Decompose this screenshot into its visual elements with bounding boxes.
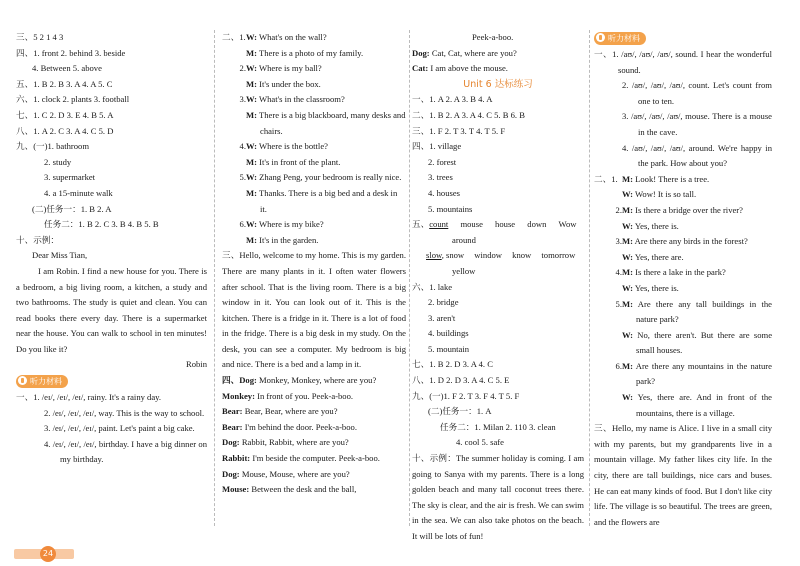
- dialog-line: 3.M: Are there any birds in the forest?: [615, 236, 748, 247]
- dialog-line: 6.M: Are there any mountains in the nature park?: [615, 360, 772, 387]
- dialog-line: Monkey: In front of you. Peek-a-boo.: [222, 390, 354, 401]
- dialog-line: Dog: Rabbit, Rabbit, where are you?: [222, 437, 349, 448]
- dialog-line: M: There is a photo of my family.: [246, 47, 364, 58]
- dialog-line: W: Wow! It is so tall.: [622, 189, 697, 200]
- dialog-line: 4.W: Where is the bottle?: [239, 141, 328, 152]
- word-sort-row: yellow: [452, 265, 476, 276]
- answer-line: 九、(一)1. F 2. T 3. F 4. T 5. F: [412, 390, 520, 401]
- answer-line: 2. study: [44, 156, 72, 167]
- letter-greeting: Dear Miss Tian,: [32, 250, 88, 261]
- dialog-line: 二、1.W: What's on the wall?: [222, 32, 327, 42]
- listening-passage: 三、Hello, welcome to my home. This is my garden. There are many plants in it. I often water flowers after school. That is the living room. There is a big window in it. You can look out of it. This is the kitchen. There is a fridge in it. There is a lot of food in the fridge. There is a big desk in my study. On the desk, you can see a computer. My bedroom is big and nice. There is a bed and a lamp in it.: [222, 250, 406, 370]
- dialog-line: 四、Dog: Monkey, Monkey, where are you?: [222, 375, 377, 386]
- answer-line: 5. mountain: [428, 343, 470, 354]
- word-sort-row: 五、count mouse house down Wow: [412, 219, 577, 230]
- dialog-line: Dog: Cat, Cat, where are you?: [412, 47, 517, 58]
- unit-title: Unit 6 达标练习: [463, 78, 533, 90]
- word-sort-row: slow, snow window know tomorrow: [426, 250, 576, 261]
- dialog-line: W: Yes, there are.: [622, 251, 684, 262]
- dialog-line: Bear: I'm behind the door. Peek-a-boo.: [222, 421, 357, 432]
- listening-label: 听力材料: [30, 377, 62, 387]
- listening-label: 听力材料: [608, 34, 640, 43]
- answer-line: 九、(一)1. bathroom: [16, 141, 90, 152]
- headphones-icon: [596, 33, 605, 42]
- answer-column-1: [16, 30, 207, 468]
- answer-line: 任务二：1. B 2. C 3. B 4. B 5. B: [44, 219, 159, 230]
- answer-line: 六、1. lake: [412, 281, 453, 292]
- answer-line: 七、1. C 2. D 3. E 4. B 5. A: [16, 109, 114, 120]
- dialog-line: 6.W: Where is my bike?: [239, 219, 324, 230]
- dialog-line: W: Yes, there are. And in front of the mountains, there is a village.: [622, 392, 772, 418]
- dialog-line: 5.W: Zhang Peng, your bedroom is really nice.: [239, 172, 402, 183]
- dialog-line: W: Yes, there is.: [622, 220, 679, 231]
- answer-line: 五、1. B 2. B 3. A 4. A 5. C: [16, 78, 113, 89]
- page-number: 24: [40, 546, 56, 562]
- answer-column-2: [222, 30, 406, 498]
- column-divider: [589, 30, 590, 526]
- dialog-line: M: There is a big blackboard, many desks and chairs.: [246, 109, 406, 136]
- dialog-line: 4.M: Is there a lake in the park?: [615, 267, 726, 278]
- listening-line: 2. /aʊ/, /aʊ/, /aʊ/, count. Let's count from one to ten.: [622, 80, 772, 106]
- answer-line: 4. cool 5. safe: [456, 437, 504, 448]
- answer-line: 八、1. D 2. D 3. A 4. C 5. E: [412, 375, 510, 386]
- dialog-line: 2.W: Where is my ball?: [239, 63, 322, 74]
- listening-line: 3. /aʊ/, /aʊ/, /aʊ/, mouse. There is a mouse in the cave.: [622, 111, 772, 137]
- answer-line: 三、5 2 1 4 3: [16, 32, 64, 42]
- answer-line: 十、示例：: [16, 234, 59, 245]
- answer-line: 三、1. F 2. T 3. T 4. T 5. F: [412, 125, 506, 136]
- column-divider: [214, 30, 215, 526]
- answer-line: 四、1. front 2. behind 3. beside: [16, 47, 126, 58]
- dialog-line: Cat: I am above the mouse.: [412, 63, 508, 74]
- answer-column-3: [412, 30, 584, 545]
- listening-line: 3. /eɪ/, /eɪ/, /eɪ/, paint. Let's paint a big cake.: [44, 423, 195, 434]
- dialog-line: Peek-a-boo.: [472, 32, 514, 42]
- dialog-line: Bear: Bear, Bear, where are you?: [222, 406, 338, 417]
- answer-line: 4. Between 5. above: [32, 63, 102, 74]
- listening-line: 2. /eɪ/, /eɪ/, /eɪ/, way. This is the way to school.: [44, 407, 205, 418]
- listening-line: 4. /eɪ/, /eɪ/, /eɪ/, birthday. I have a big dinner on my birthday.: [44, 438, 207, 465]
- listening-section-badge: [16, 373, 207, 390]
- answer-line: 4. houses: [428, 187, 460, 198]
- answer-line: 3. trees: [428, 172, 453, 183]
- dialog-line: M: It's in the garden.: [246, 234, 319, 245]
- dialog-line: 5.M: Are there any tall buildings in the nature park?: [615, 298, 772, 325]
- dialog-line: Mouse: Between the desk and the ball,: [222, 484, 357, 495]
- answer-line: (二)任务一：1. A: [428, 406, 492, 417]
- listening-passage: 三、Hello, my name is Alice. I live in a small city with my parents, but my grandparents live in a mountain village. My father likes city life. In the city, there are tall buildings, nice cars and buses. He can eat many kinds of food. But I don't like city life. The village is so beautiful. The trees are green, and the flowers are: [594, 423, 772, 527]
- answer-line: 3. aren't: [428, 312, 456, 323]
- answer-line: 七、1. B 2. D 3. A 4. C: [412, 359, 493, 370]
- answer-line: (二)任务一：1. B 2. A: [32, 203, 112, 214]
- dialog-line: 二、1. M: Look! There is a tree.: [594, 173, 710, 184]
- headphones-icon: [18, 376, 27, 385]
- answer-line: 2. bridge: [428, 297, 459, 308]
- dialog-line: 2.M: Is there a bridge over the river?: [615, 204, 743, 215]
- writing-sample: 十、示例：The summer holiday is coming. I am going to Sanya with my parents. There is a long golden beach and many tall coconut trees there. The sky is clear, and the air is fresh. We can swim in the sea. We can also take photos on the beach. It will be lots of fun!: [412, 453, 584, 541]
- answer-line: 一、1. A 2. A 3. B 4. A: [412, 94, 493, 105]
- listening-line: 4. /aʊ/, /aʊ/, /aʊ/, around. We're happy in the park. How about you?: [622, 142, 772, 169]
- answer-line: 5. mountains: [428, 203, 473, 214]
- page-number-tab: [14, 546, 74, 560]
- dialog-line: 3.W: What's in the classroom?: [239, 94, 345, 105]
- answer-line: 二、1. B 2. A 3. A 4. C 5. B 6. B: [412, 109, 525, 120]
- word-sort-row: around: [452, 234, 476, 245]
- answer-line: 3. supermarket: [44, 172, 96, 183]
- answer-line: 八、1. A 2. C 3. A 4. C 5. D: [16, 125, 114, 136]
- answer-line: 4. buildings: [428, 328, 469, 339]
- dialog-line: W: No, there aren't. But there are some small houses.: [622, 329, 773, 356]
- listening-section-badge: [594, 30, 772, 47]
- answer-line: 2. forest: [428, 156, 457, 167]
- dialog-line: W: Yes, there is.: [622, 282, 679, 293]
- answer-line: 任务二：1. Milan 2. 110 3. clean: [440, 421, 556, 432]
- dialog-line: Dog: Mouse, Mouse, where are you?: [222, 468, 350, 479]
- letter-body: I am Robin. I find a new house for you. There is a bedroom, a big living room, a kitchen, a study and two bathrooms. The study is quiet and clean. You can read books there every day. There is a supermarket near the house. You can walk to school in ten minutes! Do you like it?: [16, 265, 207, 354]
- answer-line: 四、1. village: [412, 141, 462, 152]
- column-divider: [409, 30, 410, 526]
- dialog-line: M: Thanks. There is a big bed and a desk in it.: [246, 187, 398, 214]
- dialog-line: M: It's under the box.: [246, 78, 321, 89]
- listening-line: 一、1. /eɪ/, /eɪ/, /eɪ/, rainy. It's a rainy day.: [16, 392, 162, 403]
- answer-line: 六、1. clock 2. plants 3. football: [16, 94, 130, 105]
- answer-column-4: [594, 30, 772, 530]
- dialog-line: M: It's in front of the plant.: [246, 156, 341, 167]
- letter-signature: Robin: [185, 359, 207, 370]
- answer-line: 4. a 15-minute walk: [44, 187, 113, 198]
- dialog-line: Rabbit: I'm beside the computer. Peek-a-boo.: [222, 453, 380, 464]
- listening-line: 一、1. /aʊ/, /aʊ/, /aʊ/, sound. I hear the wonderful sound.: [594, 49, 772, 75]
